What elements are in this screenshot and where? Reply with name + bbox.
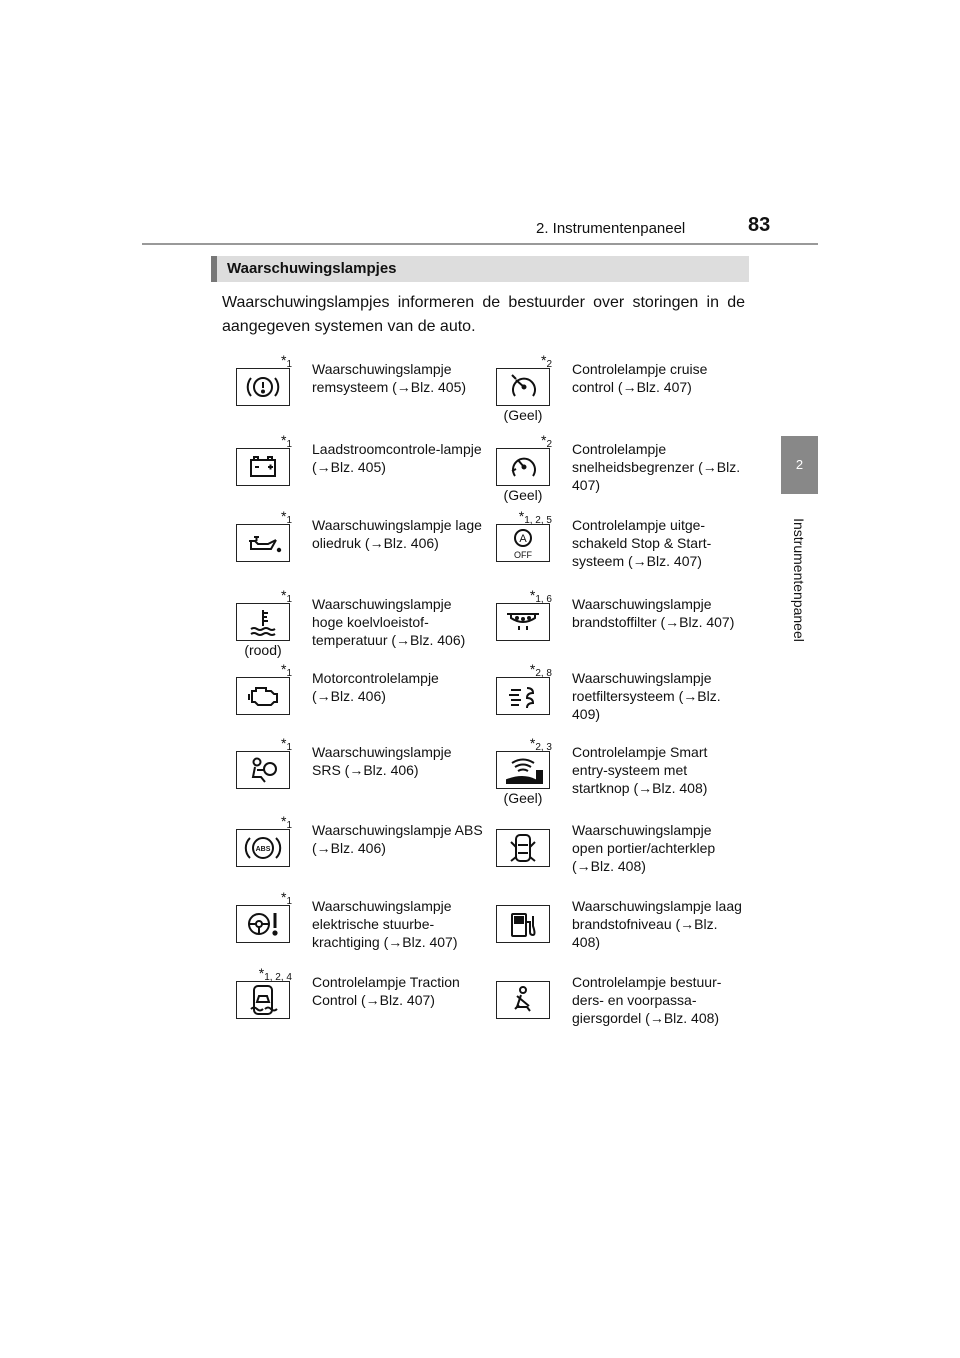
chapter-tab-number: 2 [781,436,818,494]
speed-limiter-icon [496,448,550,486]
warning-light-description: Waarschuwingslampje ABS (→Blz. 406) [312,822,483,856]
smart-entry-icon [496,751,550,789]
icon-color-caption: (Geel) [503,790,543,806]
chapter-tab-label-text: Instrumentenpaneel [791,518,807,642]
warning-light-description: Waarschuwingslampje remsysteem (→Blz. 405) [312,361,467,395]
footnote-marker: $*_{1, 6}$ [529,587,552,605]
warning-light-description: Laadstroomcontrole-lampje (→Blz. 405) [312,441,482,475]
cruise-control-icon [496,368,550,406]
warning-light-description: Motorcontrolelampje (→Blz. 406) [312,670,439,704]
battery-charge-icon [236,448,290,486]
icon-color-caption: (Geel) [503,407,543,423]
warning-light-description: Controlelampje bestuur-ders- en voorpassa-giersgordel (→Blz. 408) [572,974,722,1026]
warning-light-description: Waarschuwingslampje laag brandstofniveau (→Blz. 408) [572,898,742,950]
warning-light-description: Waarschuwingslampje elektrische stuurbe-krachtiging (→Blz. 407) [312,898,458,950]
running-header-section: 2. Instrumentenpaneel [536,220,686,237]
footnote-marker: $*_{1, 2, 5}$ [518,508,552,526]
section-heading-bar [211,256,749,282]
fuel-filter-icon [496,603,550,641]
low-fuel-icon [496,905,550,943]
abs-icon [236,829,290,867]
warning-light-description: Controlelampje cruise control (→Blz. 407) [572,361,708,395]
icon-color-caption: (rood) [244,642,282,658]
header-rule [142,243,818,245]
footnote-marker: $*_1$ [280,587,292,605]
section-intro: Waarschuwingslampjes informeren de bestuurder over storingen in de aangegeven systemen van de auto. [222,294,745,335]
chapter-tab-label [788,505,810,655]
warning-light-description: Controlelampje uitge-schakeld Stop & Start-systeem (→Blz. 407) [572,517,712,569]
srs-airbag-icon [236,751,290,789]
coolant-temperature-icon [236,603,290,641]
page-number: 83 [748,214,771,236]
icon-color-caption: (Geel) [503,487,543,503]
section-heading: Waarschuwingslampjes [227,260,397,277]
oil-pressure-icon [236,524,290,562]
warning-light-description: Waarschuwingslampje open portier/achterklep (→Blz. 408) [572,822,716,874]
door-open-icon [496,829,550,867]
footnote-marker: $*_1$ [280,735,292,753]
power-steering-icon [236,905,290,943]
warning-light-description: Controlelampje snelheidsbegrenzer (→Blz. 407) [572,441,741,493]
warning-light-description: Controlelampje Smart entry-systeem met startknop (→Blz. 408) [572,744,708,796]
footnote-marker: $*_1$ [280,813,292,831]
footnote-marker: $*_{1, 2, 4}$ [258,965,292,983]
footnote-marker: $*_2$ [540,352,552,370]
seatbelt-icon [496,981,550,1019]
engine-check-icon [236,677,290,715]
traction-control-icon [236,981,290,1019]
footnote-marker: $*_1$ [280,661,292,679]
warning-light-description: Waarschuwingslampje hoge koelvloeistof-temperatuur (→Blz. 406) [312,596,466,648]
particulate-filter-icon [496,677,550,715]
footnote-marker: $*_1$ [280,352,292,370]
warning-light-description: Controlelampje Traction Control (→Blz. 407) [312,974,460,1008]
warning-light-description: Waarschuwingslampje SRS (→Blz. 406) [312,744,452,778]
brake-warning-icon [236,368,290,406]
footnote-marker: $*_1$ [280,889,292,907]
stop-start-off-icon [496,524,550,562]
footnote-marker: $*_2$ [540,432,552,450]
footnote-marker: $*_{2, 8}$ [529,661,552,679]
footnote-marker: $*_1$ [280,432,292,450]
footnote-marker: $*_{2, 3}$ [529,735,552,753]
warning-light-description: Waarschuwingslampje lage oliedruk (→Blz. 406) [312,517,482,551]
warning-light-description: Waarschuwingslampje brandstoffilter (→Blz. 407) [572,596,735,630]
footnote-marker: $*_1$ [280,508,292,526]
warning-light-description: Waarschuwingslampje roetfiltersysteem (→Blz. 409) [572,670,721,722]
